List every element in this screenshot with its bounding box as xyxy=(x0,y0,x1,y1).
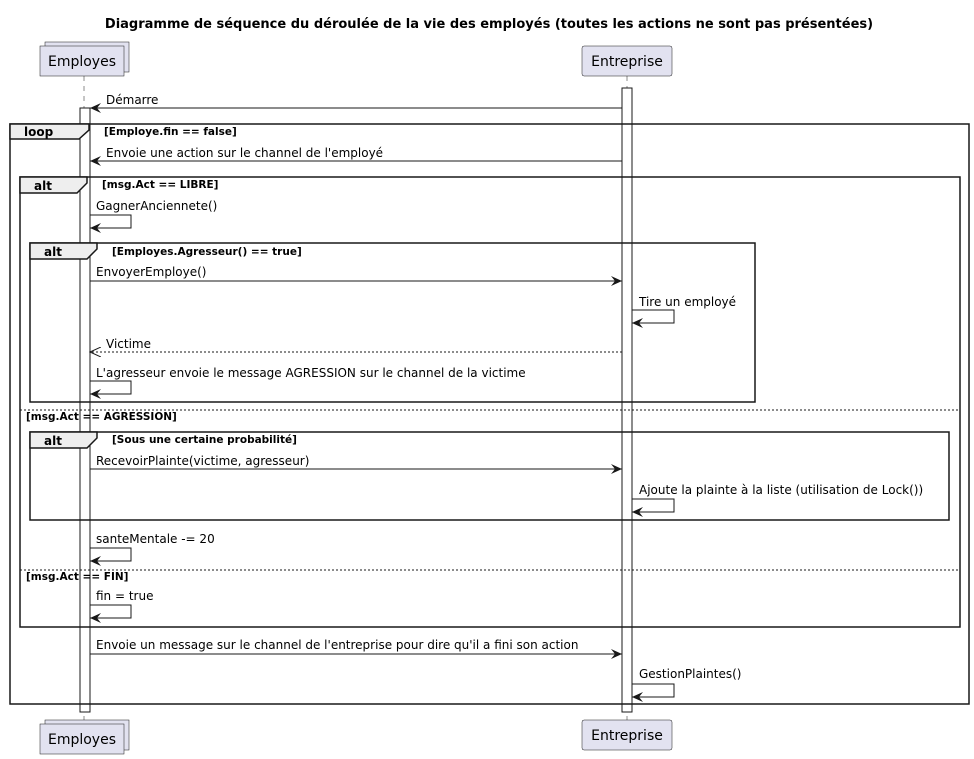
participant-employes-top xyxy=(40,42,129,76)
alt-frame-probabilite-label: alt xyxy=(44,434,62,448)
svg-text:Tire un employé: Tire un employé xyxy=(639,295,737,309)
message-victime xyxy=(90,337,622,352)
message-gestion-plaintes xyxy=(632,667,742,697)
diagram-title: Diagramme de séquence du déroulée de la vie des employés (toutes les actions ne sont pas présentées) xyxy=(104,17,874,32)
svg-text:Victime: Victime xyxy=(106,337,151,351)
svg-text:GestionPlaintes(): GestionPlaintes() xyxy=(639,667,742,681)
svg-text:L'agresseur envoie le message: L'agresseur envoie le message AGRESSION sur le channel de la victime xyxy=(96,366,526,380)
participant-entreprise-label: Entreprise xyxy=(591,54,663,70)
alt-frame-agresseur-label: alt xyxy=(44,245,62,259)
svg-text:fin = true: fin = true xyxy=(96,589,154,603)
svg-text:RecevoirPlainte(victime, agres: RecevoirPlainte(victime, agresseur) xyxy=(96,454,310,468)
message-envoie-action xyxy=(90,146,622,161)
participant-entreprise-top xyxy=(582,46,672,76)
svg-text:Démarre: Démarre xyxy=(106,93,159,107)
alt-frame-probabilite xyxy=(30,432,949,520)
message-envoie-fin-action xyxy=(90,638,622,654)
svg-text:Envoie une action sur le chann: Envoie une action sur le channel de l'employé xyxy=(106,146,384,160)
alt-frame-libre-guard: [msg.Act == LIBRE] xyxy=(102,179,219,191)
participant-entreprise-bottom xyxy=(582,720,672,750)
message-agresseur-envoie xyxy=(90,366,526,394)
participant-employes-bottom xyxy=(40,720,129,754)
alt-frame-agression-guard: [msg.Act == AGRESSION] xyxy=(26,411,177,423)
svg-text:Envoie un message sur le chann: Envoie un message sur le channel de l'entreprise pour dire qu'il a fini son action xyxy=(96,638,579,652)
alt-frame-agresseur-guard: [Employes.Agresseur() == true] xyxy=(112,246,302,258)
message-envoyer-employe xyxy=(90,265,622,281)
alt-frame-probabilite-guard: [Sous une certaine probabilité] xyxy=(112,434,297,446)
message-gagner-anciennete xyxy=(90,199,217,228)
loop-frame-guard: [Employe.fin == false] xyxy=(104,126,237,138)
message-demarre xyxy=(90,93,622,108)
svg-text:EnvoyerEmploye(): EnvoyerEmploye() xyxy=(96,265,207,279)
svg-text:Ajoute la plainte à la liste (: Ajoute la plainte à la liste (utilisation de Lock()) xyxy=(639,483,924,497)
svg-text:GagnerAnciennete(): GagnerAnciennete() xyxy=(96,199,218,213)
message-recevoir-plainte xyxy=(90,454,622,469)
svg-text:santeMentale -= 20: santeMentale -= 20 xyxy=(96,532,215,546)
participant-entreprise-label-bottom: Entreprise xyxy=(591,728,663,744)
message-fin-true xyxy=(90,589,153,618)
loop-frame-label: loop xyxy=(24,125,54,139)
participant-employes-label-bottom: Employes xyxy=(47,732,117,748)
message-sante-mentale xyxy=(90,532,215,561)
alt-frame-libre-label: alt xyxy=(34,179,52,193)
alt-frame-fin-guard: [msg.Act == FIN] xyxy=(26,571,129,583)
activation-entreprise xyxy=(622,88,632,712)
participant-employes-label: Employes xyxy=(47,54,117,70)
message-ajoute-plainte xyxy=(632,483,923,512)
message-tire-employe xyxy=(632,295,736,323)
